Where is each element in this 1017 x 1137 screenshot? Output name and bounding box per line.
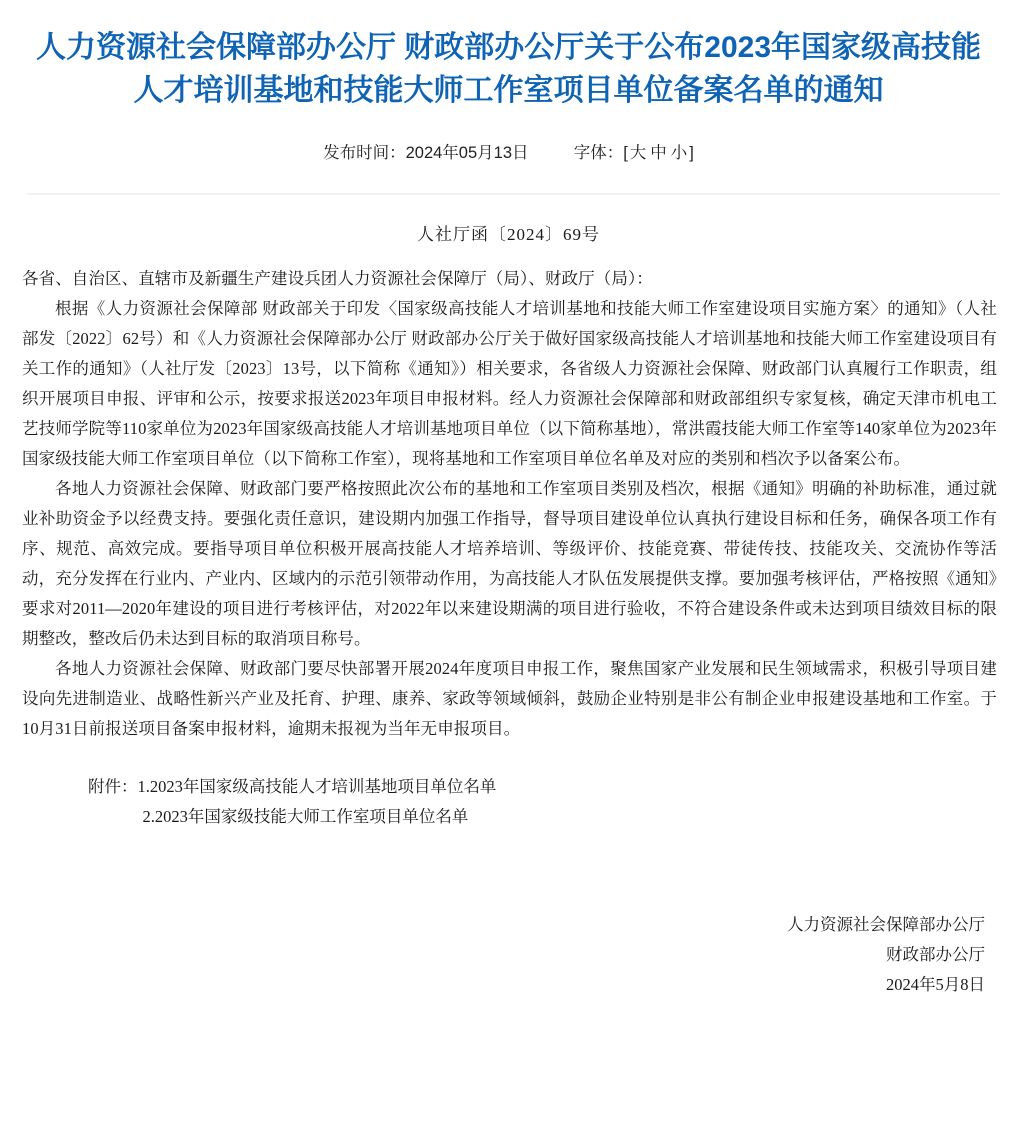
- publish-time-group: [323, 141, 528, 165]
- addressee-line: 各省、自治区、直辖市及新疆生产建设兵团人力资源社会保障厅（局）、财政厅（局）：: [22, 269, 653, 288]
- document-number: 人社厅函〔2024〕69号: [417, 225, 600, 244]
- font-size-label: 字体：: [573, 144, 624, 162]
- document-body: [0, 250, 1017, 744]
- signature-org-2: 财政部办公厅: [886, 945, 985, 964]
- signature-block: [0, 832, 1017, 1000]
- signature-date: 2024年5月8日: [886, 975, 985, 994]
- font-size-medium-link[interactable]: 中: [650, 144, 667, 162]
- attachment-item-1: [22, 772, 997, 802]
- signature-org-1: 人力资源社会保障部办公厅: [787, 915, 985, 934]
- attachment-item-2: [22, 802, 997, 832]
- bracket-open: [: [623, 144, 628, 162]
- attachment-item-2-text[interactable]: 2.2023年国家级技能大师工作室项目单位名单: [142, 807, 469, 826]
- page-title: 人力资源社会保障部办公厅 财政部办公厅关于公布2023年国家级高技能人才培训基地和技能大师工作室项目单位备案名单的通知: [35, 31, 982, 107]
- font-size-switcher: [574, 141, 694, 165]
- attachments-block: [0, 744, 1017, 832]
- document-meta-bar: [0, 112, 1017, 165]
- publish-time-label: 发布时间：: [323, 144, 406, 162]
- font-size-large-link[interactable]: 大: [629, 144, 647, 162]
- bracket-close: ]: [689, 144, 694, 162]
- body-paragraph-1: 根据《人力资源社会保障部 财政部关于印发〈国家级高技能人才培训基地和技能大师工作室建设项目实施方案〉的通知》（人社部发〔2022〕62号）和《人力资源社会保障部办公厅 财政部办公厅关于做好国家级高技能人才培训基地和技能大师工作室建设项目有关工作的通知》（人社厅发〔2023〕13号，以下简称《通知》）相关要求，各省级人力资源社会保障、财政部门认真履行工作职责，组织开展项目申报、评审和公示，按要求报送2023年项目申报材料。经人力资源社会保障部和财政部组织专家复核，确定天津市机电工艺技师学院等110家单位为2023年国家级高技能人才培训基地项目单位（以下简称基地），常洪霞技能大师工作室等140家单位为2023年国家级技能大师工作室项目单位（以下简称工作室），现将基地和工作室项目单位名单及对应的类别和档次予以备案公布。: [22, 299, 997, 468]
- font-size-small-link[interactable]: 小: [670, 144, 688, 162]
- body-paragraph-3: 各地人力资源社会保障、财政部门要尽快部署开展2024年度项目申报工作，聚焦国家产业发展和民生领域需求，积极引导项目建设向先进制造业、战略性新兴产业及托育、护理、康养、家政等领域倾斜，鼓励企业特别是非公有制企业申报建设基地和工作室。于10月31日前报送项目备案申报材料，逾期未报视为当年无申报项目。: [22, 659, 997, 738]
- attachment-item-1-text[interactable]: 1.2023年国家级高技能人才培训基地项目单位名单: [137, 777, 497, 796]
- publish-time-value: 2024年05月13日: [405, 144, 529, 162]
- body-paragraph-2: 各地人力资源社会保障、财政部门要严格按照此次公布的基地和工作室项目类别及档次，根据《通知》明确的补助标准，通过就业补助资金予以经费支持。要强化责任意识，建设期内加强工作指导，督导项目建设单位认真执行建设目标和任务，确保各项工作有序、规范、高效完成。要指导项目单位积极开展高技能人才培养培训、等级评价、技能竞赛、带徒传技、技能攻关、交流协作等活动，充分发挥在行业内、产业内、区域内的示范引领带动作用，为高技能人才队伍发展提供支撑。要加强考核评估，严格按照《通知》要求对2011—2020年建设的项目进行考核评估，对2022年以来建设期满的项目进行验收，不符合建设条件或未达到项目绩效目标的限期整改，整改后仍未达到目标的取消项目称号。: [22, 479, 997, 648]
- attachments-label: 附件：: [88, 777, 138, 796]
